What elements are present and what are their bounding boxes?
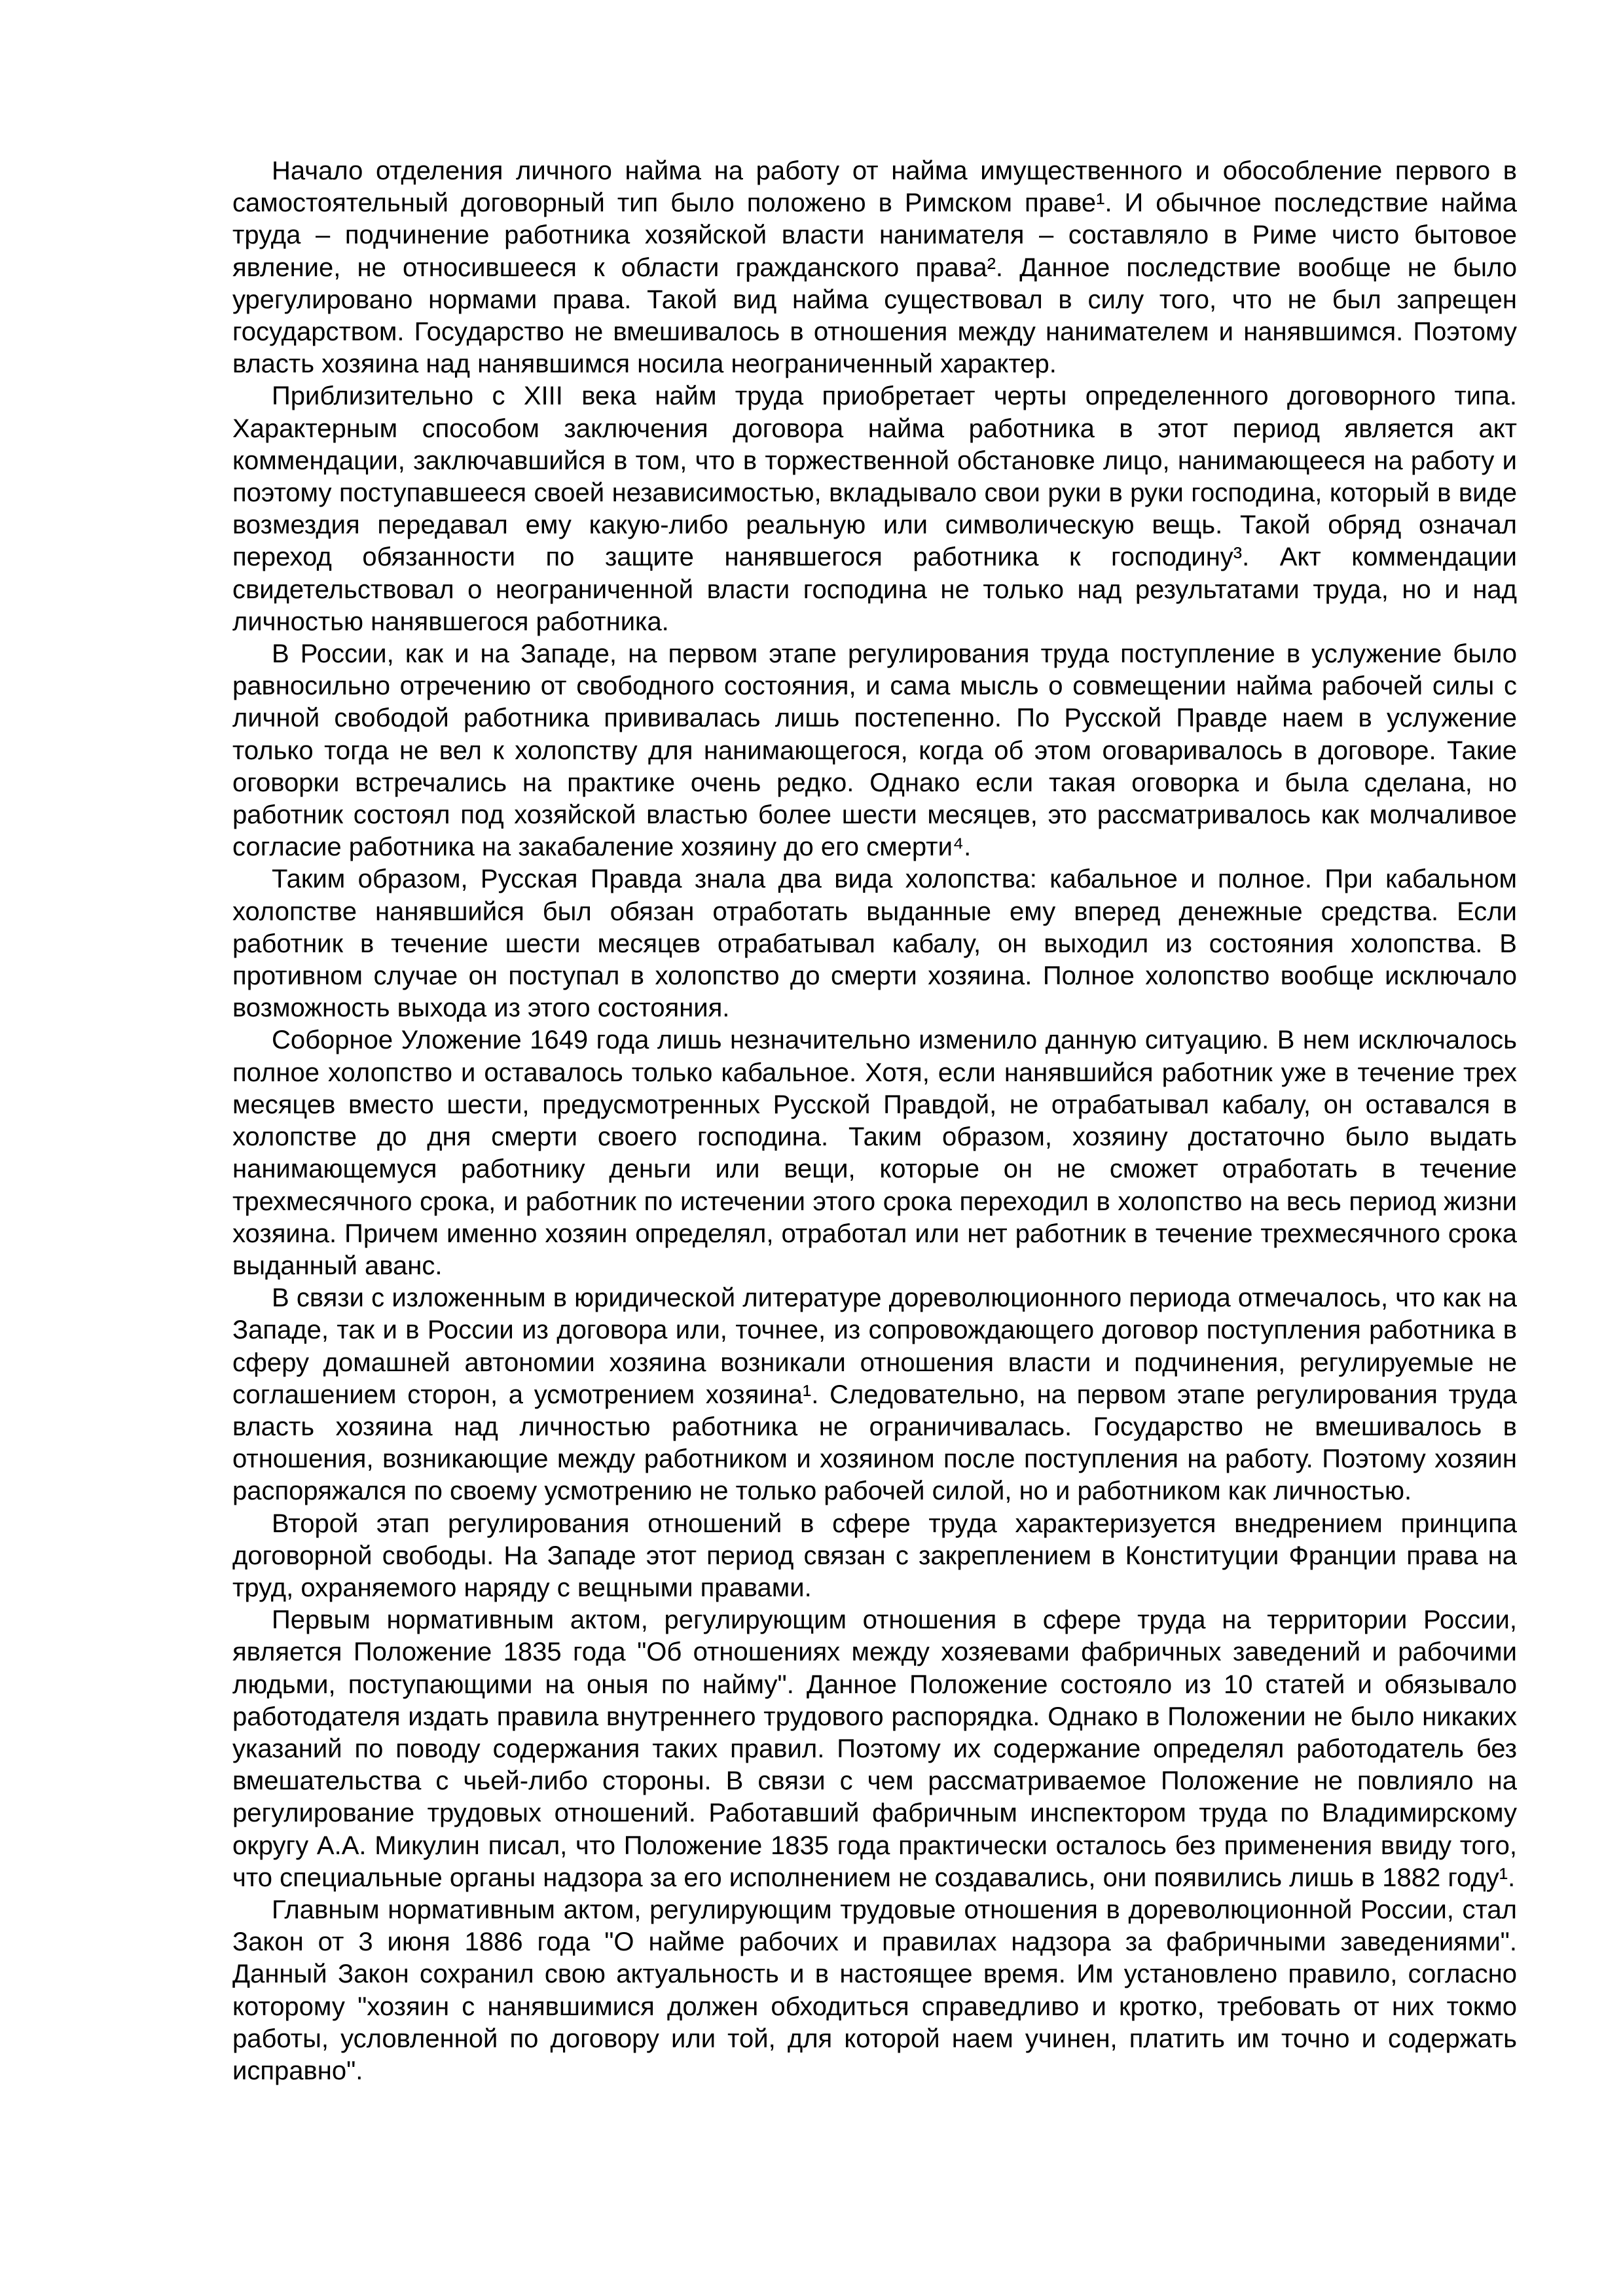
- paragraph-2: Приблизительно с XIII века найм труда приобретает черты определенного договорного типа. Характерным способом заключения договора найма работника в этот период является акт коммендации, заключавшийся в том, что в торжественной обстановке лицо, нанимающееся на работу и поэтому поступавшееся своей независимостью, вкладывало свои руки в руки господина, который в виде возмездия передавал ему какую-либо реальную или символическую вещь. Такой обряд означал переход обязанности по защите нанявшегося работника к господину³. Акт коммендации свидетельствовал о неограниченной власти господина не только над результатами труда, но и над личностью нанявшегося работника.: [232, 382, 1517, 636]
- paragraph-6: В связи с изложенным в юридической литературе дореволюционного периода отмечалось, что как на Западе, так и в России из договора или, точнее, из сопровождающего договор поступления работника в сферу домашней автономии хозяина возникали отношения власти и подчинения, регулируемые не соглашением сторон, а усмотрением хозяина¹. Следовательно, на первом этапе регулирования труда власть хозяина над личностью работника не ограничивалась. Государство не вмешивалось в отношения, возникающие между работником и хозяином после поступления на работу. Поэтому хозяин распоряжался по своему усмотрению не только рабочей силой, но и работником как личностью.: [232, 1283, 1517, 1506]
- paragraph-8: Первым нормативным актом, регулирующим отношения в сфере труда на территории России, является Положение 1835 года "Об отношениях между хозяевами фабричных заведений и рабочими людьми, поступающими на оныя по найму". Данное Положение состояло из 10 статей и обязывало работодателя издать правила внутреннего трудового распорядка. Однако в Положении не было никаких указаний по поводу содержания таких правил. Поэтому их содержание определял работодатель без вмешательства с чьей-либо стороны. В связи с чем рассматриваемое Положение не повлияло на регулирование трудовых отношений. Работавший фабричным инспектором труда по Владимирскому округу А.А. Микулин писал, что Положение 1835 года практически осталось без применения ввиду того, что специальные органы надзора за его исполнением не создавались, они появились лишь в 1882 году¹.: [232, 1605, 1517, 1892]
- paragraph-3: В России, как и на Западе, на первом этапе регулирования труда поступление в услужение было равносильно отречению от свободного состояния, и сама мысль о совмещении найма рабочей силы с личной свободой работника прививалась лишь постепенно. По Русской Правде наем в услужение только тогда не вел к холопству для нанимающегося, когда об этом оговаривалось в договоре. Такие оговорки встречались на практике очень редко. Однако если такая оговорка и была сделана, но работник состоял под хозяйской властью более шести месяцев, это рассматривалось как молчаливое согласие работника на закабаление хозяину до его смерти⁴.: [232, 639, 1517, 862]
- paragraph-9: Главным нормативным актом, регулирующим трудовые отношения в дореволюционной России, стал Закон от 3 июня 1886 года "О найме рабочих и правилах надзора за фабричными заведениями". Данный Закон сохранил свою актуальность и в настоящее время. Им установлено правило, согласно которому "хозяин с нанявшимися должен обходиться справедливо и кротко, требовать от них токмо работы, условленной по договору или той, для которой наем учинен, платить им точно и содержать исправно".: [232, 1895, 1517, 2085]
- paragraph-7: Второй этап регулирования отношений в сфере труда характеризуется внедрением принципа договорной свободы. На Западе этот период связан с закреплением в Конституции Франции права на труд, охраняемого наряду с вещными правами.: [232, 1509, 1517, 1602]
- document-page: [232, 155, 1517, 2087]
- paragraph-4: Таким образом, Русская Правда знала два вида холопства: кабальное и полное. При кабальном холопстве нанявшийся был обязан отработать выданные ему вперед денежные средства. Если работник в течение шести месяцев отрабатывал кабалу, он выходил из состояния холопства. В противном случае он поступал в холопство до смерти хозяина. Полное холопство вообще исключало возможность выхода из этого состояния.: [232, 865, 1517, 1023]
- paragraph-5: Соборное Уложение 1649 года лишь незначительно изменило данную ситуацию. В нем исключалось полное холопство и оставалось только кабальное. Хотя, если нанявшийся работник уже в течение трех месяцев вместо шести, предусмотренных Русской Правдой, не отрабатывал кабалу, он оставался в холопстве до дня смерти своего господина. Таким образом, хозяину достаточно было выдать нанимающемуся работнику деньги или вещи, которые он не сможет отработать в течение трехмесячного срока, и работник по истечении этого срока переходил в холопство на весь период жизни хозяина. Причем именно хозяин определял, отработал или нет работник в течение трехмесячного срока выданный аванс.: [232, 1026, 1517, 1280]
- paragraph-1: Начало отделения личного найма на работу от найма имущественного и обособление первого в самостоятельный договорный тип было положено в Римском праве¹. И обычное последствие найма труда – подчинение работника хозяйской власти нанимателя – составляло в Риме чисто бытовое явление, не относившееся к области гражданского права². Данное последствие вообще не было урегулировано нормами права. Такой вид найма существовал в силу того, что не был запрещен государством. Государство не вмешивалось в отношения между нанимателем и нанявшимся. Поэтому власть хозяина над нанявшимся носила неограниченный характер.: [232, 156, 1517, 379]
